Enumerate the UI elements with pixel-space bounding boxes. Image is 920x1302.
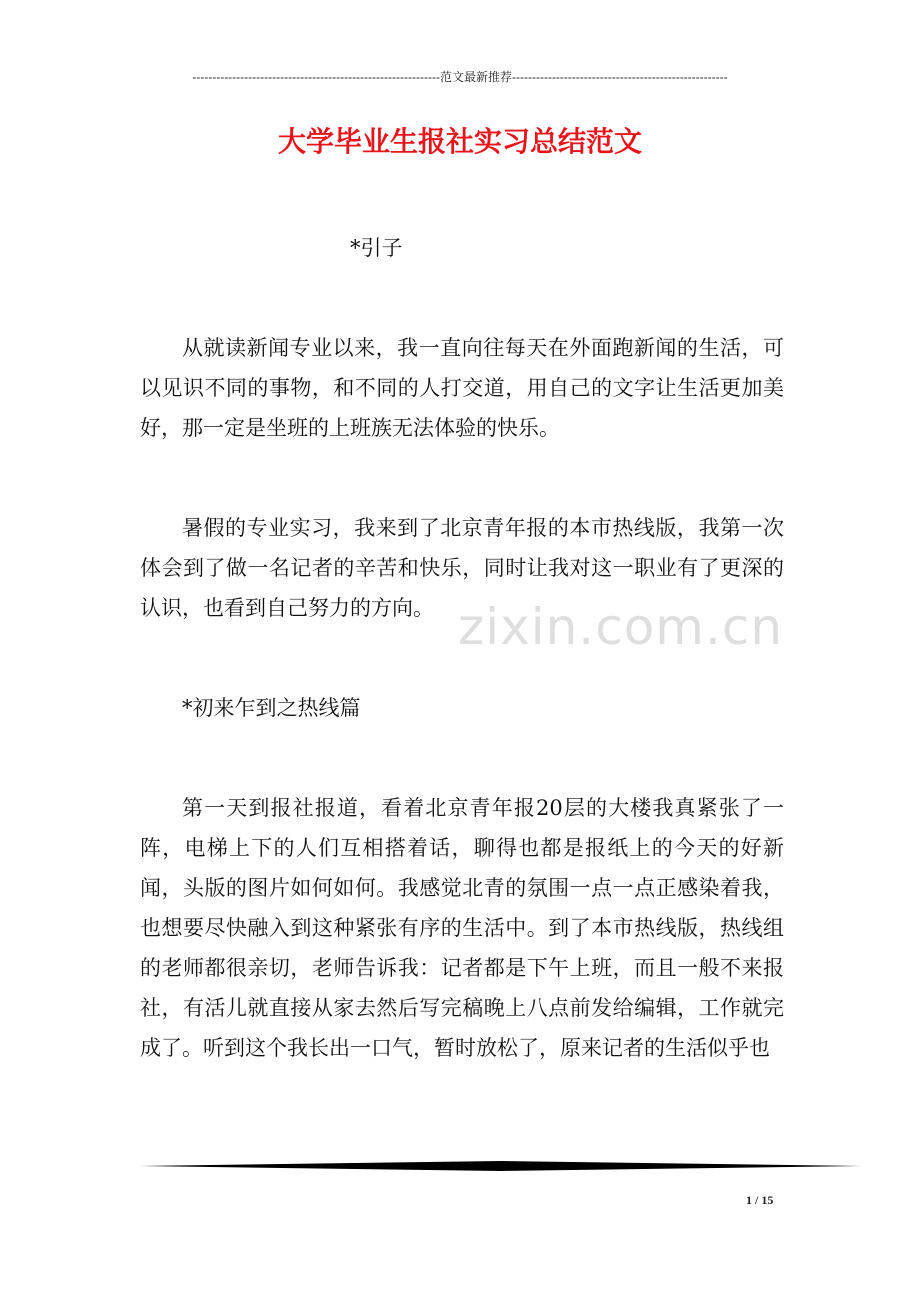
- section-heading-hotline: *初来乍到之热线篇: [182, 696, 361, 720]
- document-title: 大学毕业生报社实习总结范文: [277, 125, 642, 158]
- page-header: --------------------------------------------------------------范文最新推荐------------------------------------------------------: [192, 70, 728, 84]
- footer-rule: [140, 1160, 862, 1172]
- page-number: 1 / 15: [746, 1193, 774, 1207]
- section-heading-intro: *引子: [350, 236, 403, 260]
- watermark-text: zixin.com.cn: [458, 598, 784, 656]
- paragraph-1: 从就读新闻专业以来，我一直向往每天在外面跑新闻的生活，可以见识不同的事物，和不同的人打交道，用自己的文字让生活更加美好，那一定是坐班的上班族无法体验的快乐。: [140, 336, 784, 440]
- paragraph-2: 暑假的专业实习，我来到了北京青年报的本市热线版，我第一次体会到了做一名记者的辛苦和快乐，同时让我对这一职业有了更深的认识，也看到自己努力的方向。: [140, 516, 784, 620]
- paragraph-3: 第一天到报社报道，看着北京青年报20层的大楼我真紧张了一阵，电梯上下的人们互相搭着话，聊得也都是报纸上的今天的好新闻，头版的图片如何如何。我感觉北青的氛围一点一点正感染着我，也想要尽快融入到这种紧张有序的生活中。到了本市热线版，热线组的老师都很亲切，老师告诉我：记者都是下午上班，而且一般不来报社，有活儿就直接从家去然后写完稿晚上八点前发给编辑，工作就完成了。听到这个我长出一口气，暂时放松了，原来记者的生活似乎也: [140, 796, 784, 1060]
